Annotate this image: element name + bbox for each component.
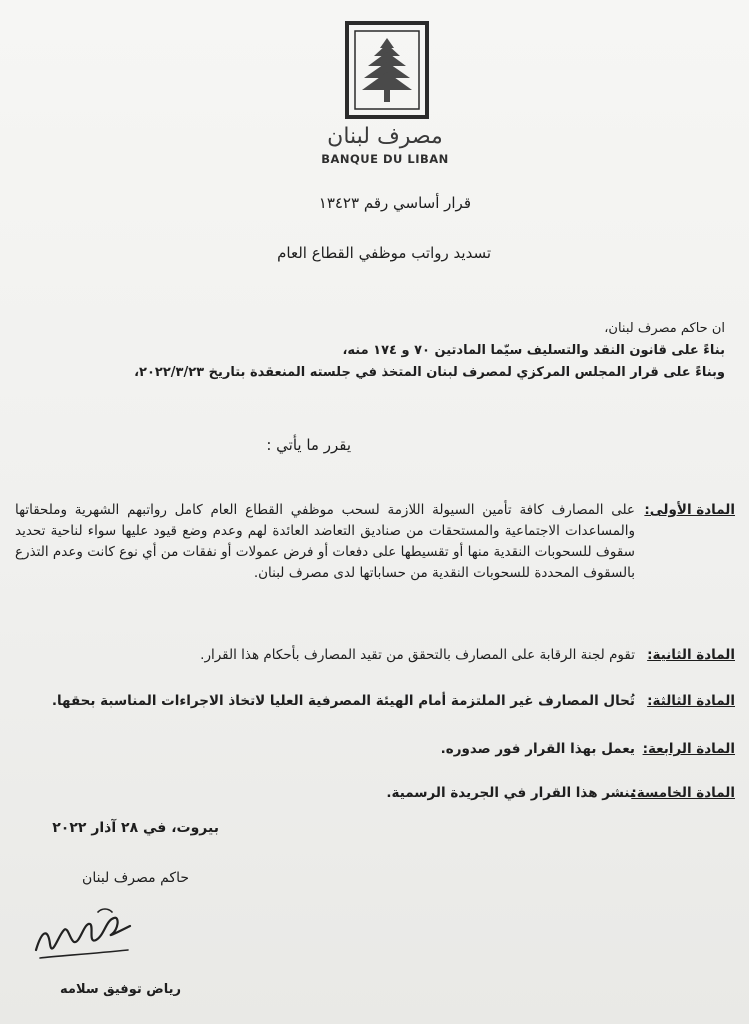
preamble-line: ان حاكم مصرف لبنان، <box>604 321 725 336</box>
governor-name: رياض توفيق سلامه <box>60 982 181 997</box>
article-label: المادة الثالثة: <box>647 693 735 709</box>
article-text: تقوم لجنة الرقابة على المصارف بالتحقق من تقيد المصارف بأحكام هذا القرار. <box>200 647 635 663</box>
bank-name-arabic: مصرف لبنان <box>327 124 443 149</box>
article-label: المادة الخامسة: <box>631 785 735 801</box>
decides-heading: يقرر ما يأتي : <box>266 436 351 454</box>
bank-name-french: BANQUE DU LIBAN <box>321 152 449 166</box>
article-label: المادة الأولى: <box>644 502 735 518</box>
article-text: يعمل بهذا القرار فور صدوره. <box>440 741 635 757</box>
governor-title: حاكم مصرف لبنان <box>82 870 189 886</box>
place-date: بيروت، في ٢٨ آذار ٢٠٢٢ <box>52 820 219 836</box>
decision-subject: تسديد رواتب موظفي القطاع العام <box>277 244 491 262</box>
preamble <box>125 318 725 384</box>
article-label: المادة الرابعة: <box>642 741 735 757</box>
article-text: تُحال المصارف غير الملتزمة أمام الهيئة المصرفية العليا لاتخاذ الاجراءات المناسبة بحقها. <box>51 693 635 709</box>
article-5 <box>15 783 735 804</box>
cedar-logo-icon <box>344 20 430 120</box>
article-4 <box>15 739 735 760</box>
article-1 <box>15 500 735 584</box>
article-3 <box>15 691 735 712</box>
article-label: المادة الثانية: <box>647 647 735 663</box>
preamble-line: بناءً على قانون النقد والتسليف سيّما المادتين ٧٠ و ١٧٤ منه، <box>342 343 725 358</box>
signature-icon <box>28 900 138 970</box>
article-text: ينشر هذا القرار في الجريدة الرسمية. <box>386 785 635 801</box>
article-text: على المصارف كافة تأمين السيولة اللازمة لسحب موظفي القطاع العام كامل رواتبهم الشهرية وملحقاتها والمساعدات الاجتماعية والمستحقات من صناديق التعاضد العائدة لهم وعدم وضع قيود عليها سواء لناحية تحديد سقوف للسحوبات النقدية منها أو تقسيطها على دفعات أو فرض عمولات أو نفقات من أي نوع كانت وعدم التذرع بالسقوف المحددة للسحوبات النقدية من حساباتها لدى مصرف لبنان. <box>15 502 635 581</box>
article-2 <box>15 645 735 666</box>
decision-number: قرار أساسي رقم ١٣٤٢٣ <box>318 194 471 212</box>
preamble-line: وبناءً على قرار المجلس المركزي لمصرف لبنان المتخذ في جلسته المنعقدة بتاريخ ٢٠٢٢/٣/٢٣، <box>134 365 725 380</box>
